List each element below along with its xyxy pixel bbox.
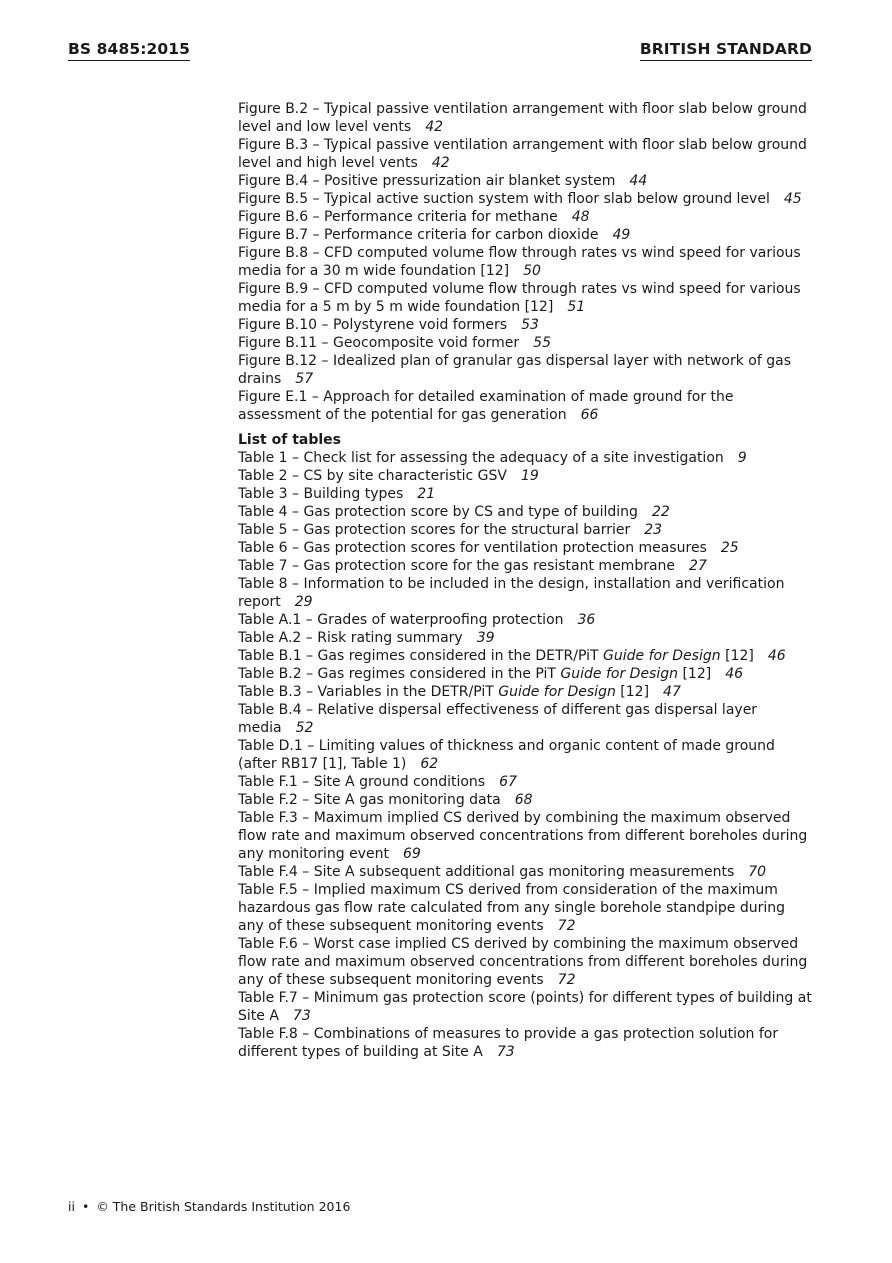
- entry-page-number: 42: [431, 155, 450, 171]
- entry-page-number: 50: [523, 263, 541, 279]
- entry-page-number: 51: [567, 299, 586, 315]
- entry-title-end: [12]: [615, 684, 650, 700]
- entry-title: Figure B.2 – Typical passive ventilation arrangement with floor slab below ground level and low level vents: [238, 101, 807, 135]
- entry-title: Table F.2 – Site A gas monitoring data: [238, 792, 501, 808]
- entry-title: [238, 684, 649, 700]
- entry-page-number: 36: [577, 612, 596, 628]
- table-entry[interactable]: [238, 629, 813, 647]
- figure-entry[interactable]: [238, 100, 813, 136]
- entry-page-number: 48: [571, 209, 590, 225]
- figure-entry[interactable]: [238, 388, 813, 424]
- entry-title: Table 1 – Check list for assessing the adequacy of a site investigation: [238, 450, 724, 466]
- entry-page-number: 23: [644, 522, 663, 538]
- entry-page-number: 73: [292, 1008, 311, 1024]
- entry-page-number: 73: [496, 1044, 515, 1060]
- entry-title: Figure B.6 – Performance criteria for methane: [238, 209, 558, 225]
- entry-page-number: 21: [417, 486, 436, 502]
- entry-title: Figure B.9 – CFD computed volume flow through rates vs wind speed for various media for a 5 m by 5 m wide foundation [12]: [238, 281, 801, 315]
- entry-title: Table A.2 – Risk rating summary: [238, 630, 463, 646]
- copyright-notice: © The British Standards Institution 2016: [96, 1199, 351, 1214]
- entry-title: Figure B.8 – CFD computed volume flow through rates vs wind speed for various media for a 30 m wide foundation [12]: [238, 245, 801, 279]
- page-footer: [68, 1199, 350, 1214]
- entry-title: Table 3 – Building types: [238, 486, 404, 502]
- entry-page-number: 42: [425, 119, 444, 135]
- figure-entry[interactable]: [238, 208, 813, 226]
- standard-label: BRITISH STANDARD: [640, 40, 812, 61]
- entry-title: Table 7 – Gas protection score for the gas resistant membrane: [238, 558, 676, 574]
- entry-page-number: 9: [737, 450, 747, 466]
- entry-title: Table F.3 – Maximum implied CS derived by combining the maximum observed flow rate and maximum observed concentrations from different boreholes during any monitoring event: [238, 810, 808, 862]
- table-entry[interactable]: [238, 989, 813, 1025]
- entry-page-number: 52: [295, 720, 314, 736]
- toc-content: [238, 100, 813, 1061]
- tables-heading: List of tables: [238, 432, 341, 448]
- entry-page-number: 53: [521, 317, 539, 333]
- table-entry[interactable]: [238, 863, 813, 881]
- entry-title: Table B.4 – Relative dispersal effectiveness of different gas dispersal layer media: [238, 702, 758, 736]
- figure-entry[interactable]: [238, 190, 813, 208]
- table-entry[interactable]: [238, 791, 813, 809]
- entry-title: Figure B.7 – Performance criteria for carbon dioxide: [238, 227, 599, 243]
- entry-title: Table 4 – Gas protection score by CS and type of building: [238, 504, 638, 520]
- figure-entry[interactable]: [238, 334, 813, 352]
- entry-title: Table A.1 – Grades of waterproofing protection: [238, 612, 564, 628]
- entry-title: Figure B.4 – Positive pressurization air blanket system: [238, 173, 616, 189]
- entry-page-number: 19: [521, 468, 539, 484]
- entry-page-number: 45: [783, 191, 802, 207]
- figure-entry[interactable]: [238, 172, 813, 190]
- table-entry[interactable]: [238, 485, 813, 503]
- document-code: BS 8485:2015: [68, 40, 190, 61]
- table-entry[interactable]: [238, 467, 813, 485]
- entry-page-number: 39: [476, 630, 495, 646]
- entry-page-number: 70: [748, 864, 767, 880]
- figure-entry[interactable]: [238, 352, 813, 388]
- table-entry[interactable]: [238, 611, 813, 629]
- entry-title-end: [12]: [678, 666, 712, 682]
- table-entry[interactable]: [238, 647, 813, 665]
- entry-title: Table 6 – Gas protection scores for ventilation protection measures: [238, 540, 707, 556]
- entry-title: Table F.7 – Minimum gas protection score (points) for different types of building at Site A: [238, 990, 812, 1024]
- entry-title: [238, 648, 754, 664]
- table-entry[interactable]: [238, 773, 813, 791]
- table-entry[interactable]: [238, 809, 813, 863]
- tables-list: [238, 449, 813, 1061]
- entry-title: [238, 666, 711, 682]
- page-number: ii: [68, 1199, 75, 1214]
- entry-page-number: 27: [689, 558, 707, 574]
- entry-title: Table 5 – Gas protection scores for the structural barrier: [238, 522, 631, 538]
- entry-page-number: 66: [580, 407, 599, 423]
- entry-title-end: [12]: [720, 648, 754, 664]
- table-entry[interactable]: [238, 935, 813, 989]
- entry-title-start: Table B.2 – Gas regimes considered in the PiT: [238, 666, 561, 682]
- entry-title: Figure B.12 – Idealized plan of granular gas dispersal layer with network of gas drains: [238, 353, 791, 387]
- figures-list: [238, 100, 813, 424]
- table-entry[interactable]: [238, 683, 813, 701]
- entry-title: Table F.6 – Worst case implied CS derived by combining the maximum observed flow rate and maximum observed concentrations from different boreholes during any of these subsequent monitoring events: [238, 936, 808, 988]
- table-entry[interactable]: [238, 503, 813, 521]
- entry-title: Table F.1 – Site A ground conditions: [238, 774, 486, 790]
- entry-page-number: 49: [612, 227, 631, 243]
- table-entry[interactable]: [238, 575, 813, 611]
- table-entry[interactable]: [238, 557, 813, 575]
- entry-title: Figure B.11 – Geocomposite void former: [238, 335, 520, 351]
- figure-entry[interactable]: [238, 244, 813, 280]
- table-entry[interactable]: [238, 737, 813, 773]
- entry-title: Table F.5 – Implied maximum CS derived from consideration of the maximum hazardous gas flow rate calculated from any single borehole standpipe during any of these subsequent monitoring events: [238, 882, 786, 934]
- entry-title-italic: Guide for Design: [560, 666, 679, 682]
- figure-entry[interactable]: [238, 316, 813, 334]
- table-entry[interactable]: [238, 1025, 813, 1061]
- entry-title: Table 2 – CS by site characteristic GSV: [238, 468, 507, 484]
- entry-title-start: Table B.1 – Gas regimes considered in the DETR/PiT: [238, 648, 604, 664]
- entry-title-italic: Guide for Design: [498, 684, 616, 700]
- table-entry[interactable]: [238, 665, 813, 683]
- entry-page-number: 47: [663, 684, 681, 700]
- entry-page-number: 46: [767, 648, 786, 664]
- table-entry[interactable]: [238, 881, 813, 935]
- table-entry[interactable]: [238, 521, 813, 539]
- entry-title-italic: Guide for Design: [603, 648, 721, 664]
- figure-entry[interactable]: [238, 136, 813, 172]
- entry-page-number: 69: [402, 846, 421, 862]
- entry-page-number: 72: [557, 972, 576, 988]
- table-entry[interactable]: [238, 539, 813, 557]
- entry-page-number: 62: [420, 756, 439, 772]
- entry-page-number: 22: [651, 504, 670, 520]
- entry-title: Figure B.5 – Typical active suction system with floor slab below ground level: [238, 191, 770, 207]
- entry-page-number: 55: [533, 335, 551, 351]
- entry-title: Table F.8 – Combinations of measures to provide a gas protection solution for different types of building at Site A: [238, 1026, 779, 1060]
- entry-page-number: 72: [557, 918, 576, 934]
- entry-page-number: 29: [294, 594, 313, 610]
- entry-title: Figure B.3 – Typical passive ventilation arrangement with floor slab below ground level and high level vents: [238, 137, 807, 171]
- entry-title: Figure B.10 – Polystyrene void formers: [238, 317, 508, 333]
- entry-title: Table D.1 – Limiting values of thickness and organic content of made ground (after RB17 [1], Table 1): [238, 738, 775, 772]
- table-entry[interactable]: [238, 701, 813, 737]
- entry-page-number: 57: [295, 371, 314, 387]
- entry-page-number: 46: [725, 666, 744, 682]
- entry-page-number: 44: [629, 173, 648, 189]
- entry-page-number: 68: [514, 792, 533, 808]
- entry-title-start: Table B.3 – Variables in the DETR/PiT: [238, 684, 499, 700]
- entry-page-number: 25: [720, 540, 739, 556]
- figure-entry[interactable]: [238, 226, 813, 244]
- entry-page-number: 67: [499, 774, 517, 790]
- entry-title: Figure E.1 – Approach for detailed examination of made ground for the assessment of the potential for gas generation: [238, 389, 734, 423]
- entry-title: Table F.4 – Site A subsequent additional gas monitoring measurements: [238, 864, 735, 880]
- entry-title: Table 8 – Information to be included in the design, installation and verification report: [238, 576, 785, 610]
- bullet-separator: •: [81, 1199, 90, 1214]
- table-entry[interactable]: [238, 449, 813, 467]
- figure-entry[interactable]: [238, 280, 813, 316]
